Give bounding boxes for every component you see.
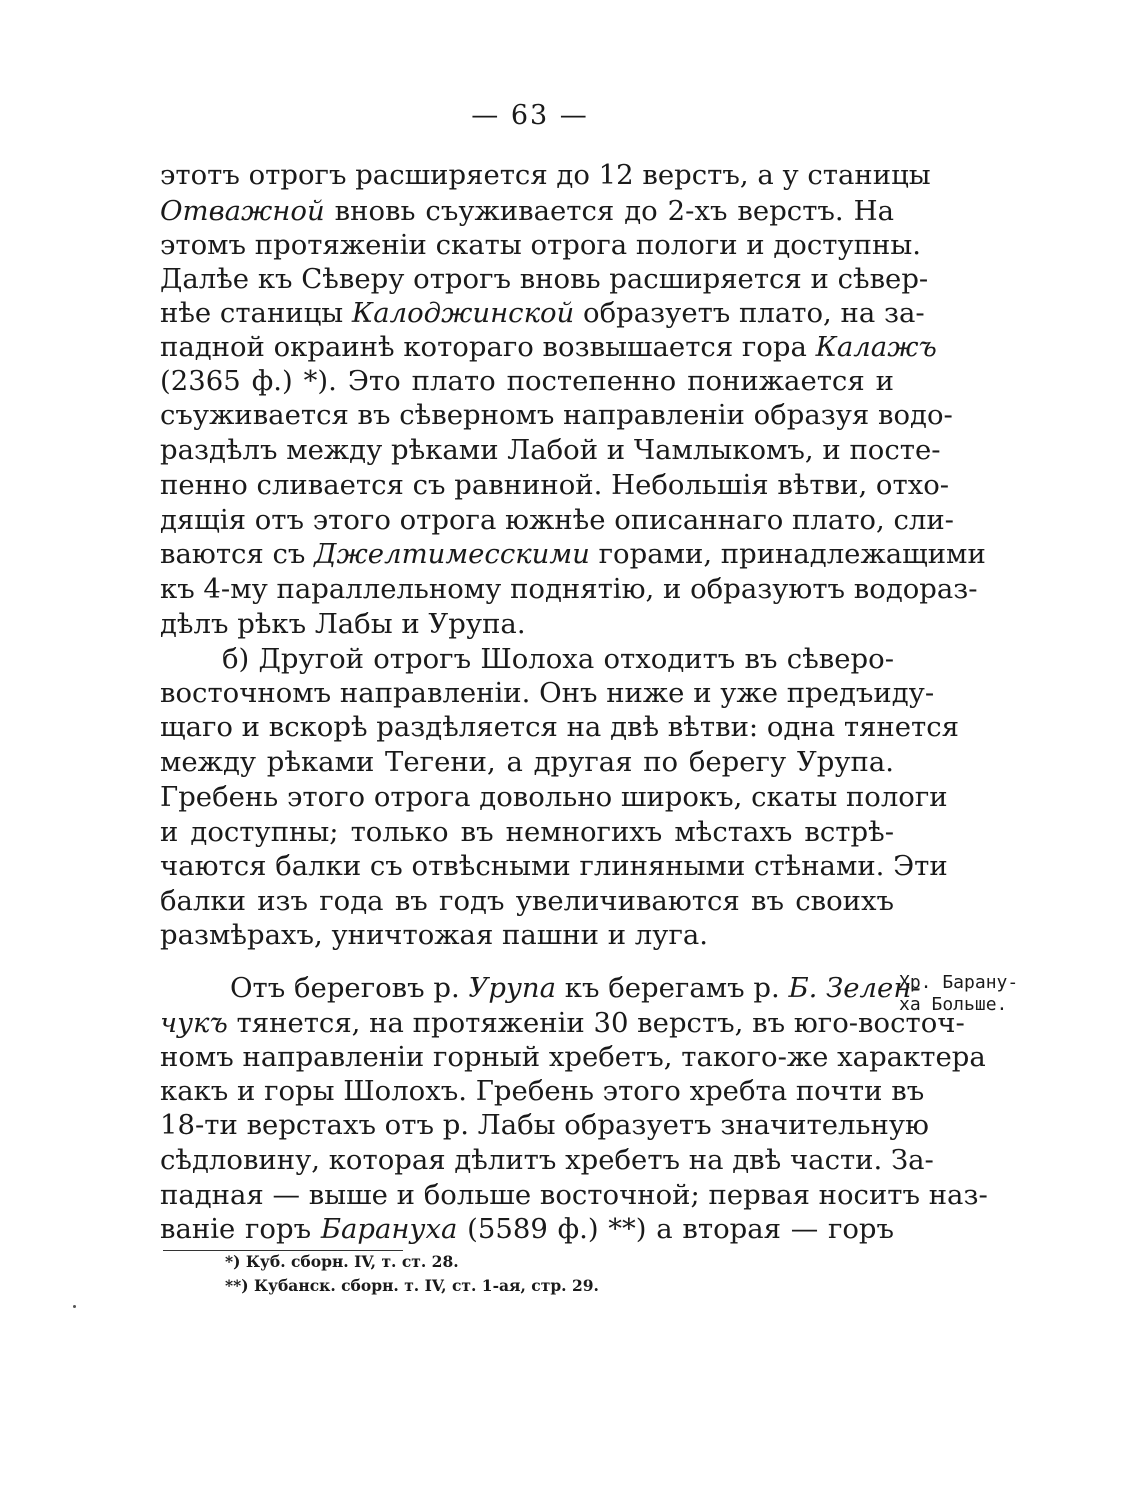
text-line: Отважной вновь съуживается до 2-хъ верстъ. На [160, 195, 894, 227]
text-line: нѣе станицы Калоджинской образуетъ плато, на за- [160, 297, 925, 329]
text-line: балки изъ года въ годъ увеличиваются въ своихъ [160, 885, 894, 917]
text-line: къ 4-му параллельному поднятію, и образуютъ водораз- [160, 573, 978, 605]
text-line: чукъ тянется, на протяженіи 30 верстъ, въ юго-восточ- [160, 1007, 965, 1039]
text-line: щаго и вскорѣ раздѣляется на двѣ вѣтви: одна тянется [160, 711, 959, 743]
margin-note-line: Хр. Барану- [899, 972, 1019, 993]
text-line: номъ направленіи горный хребетъ, такого-же характера [160, 1041, 986, 1073]
text-line: ваніе горъ Барануха (5589 ф.) **) а вторая — горъ [160, 1213, 895, 1245]
text-line: 18-ти верстахъ отъ р. Лабы образуетъ значительную [160, 1109, 929, 1141]
text-line: размѣрахъ, уничтожая пашни и луга. [160, 919, 708, 951]
margin-note [899, 972, 1018, 1016]
scan-speck [73, 1305, 76, 1308]
text-line: какъ и горы Шолохъ. Гребень этого хребта почти въ [160, 1075, 925, 1107]
text-line: пенно сливается съ равниной. Небольшія вѣтви, отхо- [160, 469, 950, 501]
text-line: раздѣлъ между рѣками Лабой и Чамлыкомъ, и посте- [160, 434, 941, 466]
text-line: этотъ отрогъ расширяется до 12 верстъ, а у станицы [160, 159, 931, 191]
text-line: б) Другой отрогъ Шолоха отходитъ въ сѣверо- [222, 643, 894, 675]
margin-note-line: ха Больше. [899, 994, 1008, 1015]
footnote: *) Куб. сборн. IV, т. ст. 28. [225, 1252, 459, 1271]
text-line: Гребень этого отрога довольно широкъ, скаты пологи [160, 781, 948, 813]
text-line: и доступны; только въ немногихъ мѣстахъ встрѣ- [160, 816, 894, 848]
text-line: дѣлъ рѣкъ Лабы и Урупа. [160, 608, 526, 640]
footnote: **) Кубанск. сборн. т. IV, ст. 1-ая, стр. 29. [225, 1276, 599, 1295]
text-line: падной окраинѣ котораго возвышается гора Калажъ [160, 331, 937, 363]
text-line: (2365 ф.) *). Это плато постепенно понижается и [160, 365, 894, 397]
page-number: — 63 — [471, 100, 589, 131]
text-line: ваются съ Джелтимесскими горами, принадлежащими [160, 538, 986, 570]
text-line: этомъ протяженіи скаты отрога пологи и доступны. [160, 229, 921, 261]
text-line: сѣдловину, которая дѣлитъ хребетъ на двѣ части. За- [160, 1144, 934, 1176]
text-line: между рѣками Тегени, а другая по берегу Урупа. [160, 746, 894, 778]
text-line: чаются балки съ отвѣсными глиняными стѣнами. Эти [160, 850, 948, 882]
footnote-divider [163, 1250, 403, 1251]
text-line: дящія отъ этого отрога южнѣе описаннаго плато, сли- [160, 504, 954, 536]
text-line: Отъ береговъ р. Урупа къ берегамъ р. Б. Зелен- [230, 972, 921, 1004]
text-line: съуживается въ сѣверномъ направленіи образуя водо- [160, 399, 953, 431]
text-line: падная — выше и больше восточной; первая носитъ наз- [160, 1179, 988, 1211]
text-line: Далѣе къ Сѣверу отрогъ вновь расширяется и сѣвер- [160, 263, 929, 295]
text-line: восточномъ направленіи. Онъ ниже и уже предъиду- [160, 677, 935, 709]
